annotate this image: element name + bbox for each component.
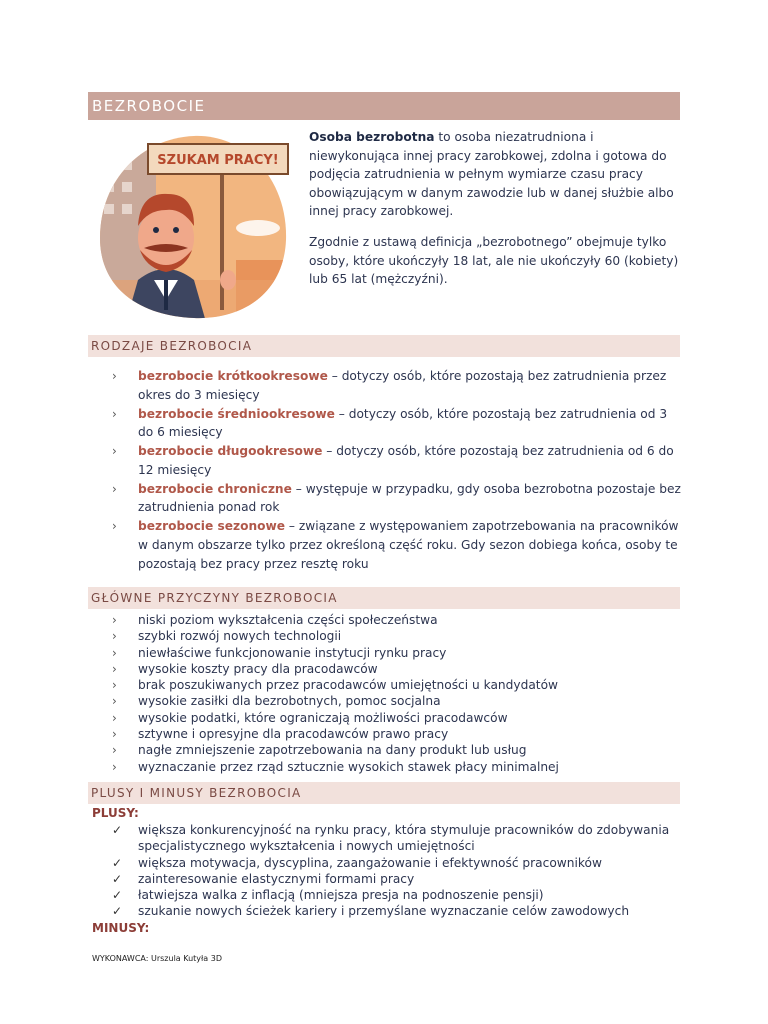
list-item — [112, 367, 682, 404]
checkmark-icon: ✓ — [112, 871, 123, 886]
cause-text: sztywne i opresyjne dla pracodawców prawo pracy — [138, 727, 449, 742]
chevron-icon: › — [112, 406, 117, 421]
list-item — [112, 677, 682, 693]
list-item — [112, 903, 682, 919]
list-item — [112, 645, 682, 661]
checkmark-icon: ✓ — [112, 823, 123, 837]
cause-text: brak poszukiwanych przez pracodawców umiejętności u kandydatów — [138, 678, 559, 693]
list-item — [112, 742, 682, 758]
chevron-icon: › — [112, 519, 117, 534]
list-item — [112, 871, 682, 887]
sign-text: SZUKAM PRACY! — [157, 153, 279, 168]
list-item — [112, 405, 682, 442]
checkmark-icon: ✓ — [112, 888, 123, 903]
minus-label: MINUSY: — [92, 921, 150, 935]
plus-text: łatwiejsza walka z inflacją (mniejsza presja na podnoszenie pensji) — [138, 888, 544, 903]
types-list — [112, 367, 682, 573]
causes-list — [112, 612, 682, 775]
chevron-icon: › — [112, 759, 117, 774]
intro-text — [309, 128, 684, 301]
plus-text: szukanie nowych ścieżek kariery i przemyślane wyznaczanie celów zawodowych — [138, 904, 630, 919]
list-item — [112, 855, 682, 871]
cause-text: wysokie zasiłki dla bezrobotnych, pomoc socjalna — [138, 694, 441, 709]
type-description: – dotyczy osób, które pozostają bez zatrudnienia od 6 do 12 miesięcy — [138, 444, 674, 477]
list-item — [112, 628, 682, 644]
section-heading-types: RODZAJE BEZROBOCIA — [88, 335, 680, 357]
chevron-icon: › — [112, 743, 117, 758]
chevron-icon: › — [112, 629, 117, 644]
plus-list — [112, 822, 682, 920]
checkmark-icon: ✓ — [112, 904, 123, 919]
type-term: bezrobocie sezonowe — [138, 519, 286, 534]
plus-label: PLUSY: — [92, 806, 139, 820]
list-item — [112, 710, 682, 726]
section-heading-causes: GŁÓWNE PRZYCZYNY BEZROBOCIA — [88, 587, 680, 609]
age-paragraph: Zgodnie z ustawą definicja „bezrobotnego” obejmuje tylko osoby, które ukończyły 18 lat, ale nie ukończyły 60 (kobiety) lub 65 lat (mężczyźni). — [309, 234, 679, 287]
cause-text: wysokie koszty pracy dla pracodawców — [138, 661, 378, 676]
type-description: – dotyczy osób, które pozostają bez zatrudnienia od 3 do 6 miesięcy — [138, 406, 668, 440]
list-item — [112, 822, 682, 855]
list-item — [112, 442, 682, 479]
type-term: bezrobocie długookresowe — [138, 444, 323, 459]
list-item — [112, 612, 682, 628]
definition-paragraph — [309, 128, 684, 221]
list-item — [112, 726, 682, 742]
cause-text: wyznaczanie przez rząd sztucznie wysokich stawek płacy minimalnej — [138, 759, 559, 774]
chevron-icon: › — [112, 727, 117, 742]
chevron-icon: › — [112, 444, 117, 459]
page-title: BEZROBOCIE — [88, 92, 680, 120]
chevron-icon: › — [112, 481, 117, 496]
section-heading-proscons: PLUSY I MINUSY BEZROBOCIA — [88, 782, 680, 804]
checkmark-icon: ✓ — [112, 855, 123, 870]
job-seeker-illustration — [96, 130, 292, 322]
chevron-icon: › — [112, 645, 117, 660]
list-item — [112, 693, 682, 709]
type-term: bezrobocie średniookresowe — [138, 406, 335, 421]
chevron-icon: › — [112, 369, 117, 383]
plus-text: zainteresowanie elastycznymi formami pracy — [138, 871, 415, 886]
chevron-icon: › — [112, 694, 117, 709]
author-footer: WYKONAWCA: Urszula Kutyła 3D — [92, 954, 222, 963]
cause-text: niewłaściwe funkcjonowanie instytucji rynku pracy — [138, 645, 447, 660]
list-item — [112, 661, 682, 677]
plus-text: większa motywacja, dyscyplina, zaangażowanie i efektywność pracowników — [138, 855, 602, 870]
chevron-icon: › — [112, 661, 117, 676]
list-item — [112, 517, 682, 573]
list-item — [112, 887, 682, 903]
chevron-icon: › — [112, 678, 117, 693]
cause-text: niski poziom wykształcenia części społeczeństwa — [138, 613, 438, 627]
definition-body: to osoba niezatrudniona i niewykonująca innej pracy zarobkowej, zdolna i gotowa do podjęcia zatrudnienia w pełnym wymiarze czasu pracy obowiązującym w danym zawodzie lub w danej służbie albo innej pracy zarobkowej. — [309, 130, 674, 219]
list-item — [112, 759, 682, 775]
type-description: – związane z występowaniem zapotrzebowania na pracowników w danym obszarze tylko przez określoną część roku. Gdy sezon dobiega końca, osoby te pozostają bez pracy przez resztę roku — [138, 519, 679, 571]
type-description: – dotyczy osób, które pozostają bez zatrudnienia przez okres do 3 miesięcy — [138, 369, 667, 402]
chevron-icon: › — [112, 710, 117, 725]
chevron-icon: › — [112, 613, 117, 627]
plus-text: większa konkurencyjność na rynku pracy, która stymuluje pracowników do zdobywania specjalistycznego wykształcenia i nowych umiejętności — [138, 823, 670, 854]
cause-text: wysokie podatki, które ograniczają możliwości pracodawców — [138, 710, 508, 725]
cause-text: szybki rozwój nowych technologii — [138, 629, 342, 644]
type-term: bezrobocie chroniczne — [138, 481, 292, 496]
definition-term: Osoba bezrobotna — [309, 130, 435, 144]
cause-text: nagłe zmniejszenie zapotrzebowania na dany produkt lub usług — [138, 743, 527, 758]
list-item — [112, 480, 682, 517]
type-term: bezrobocie krótkookresowe — [138, 369, 328, 383]
type-description: – występuje w przypadku, gdy osoba bezrobotna pozostaje bez zatrudnienia ponad rok — [138, 481, 681, 515]
